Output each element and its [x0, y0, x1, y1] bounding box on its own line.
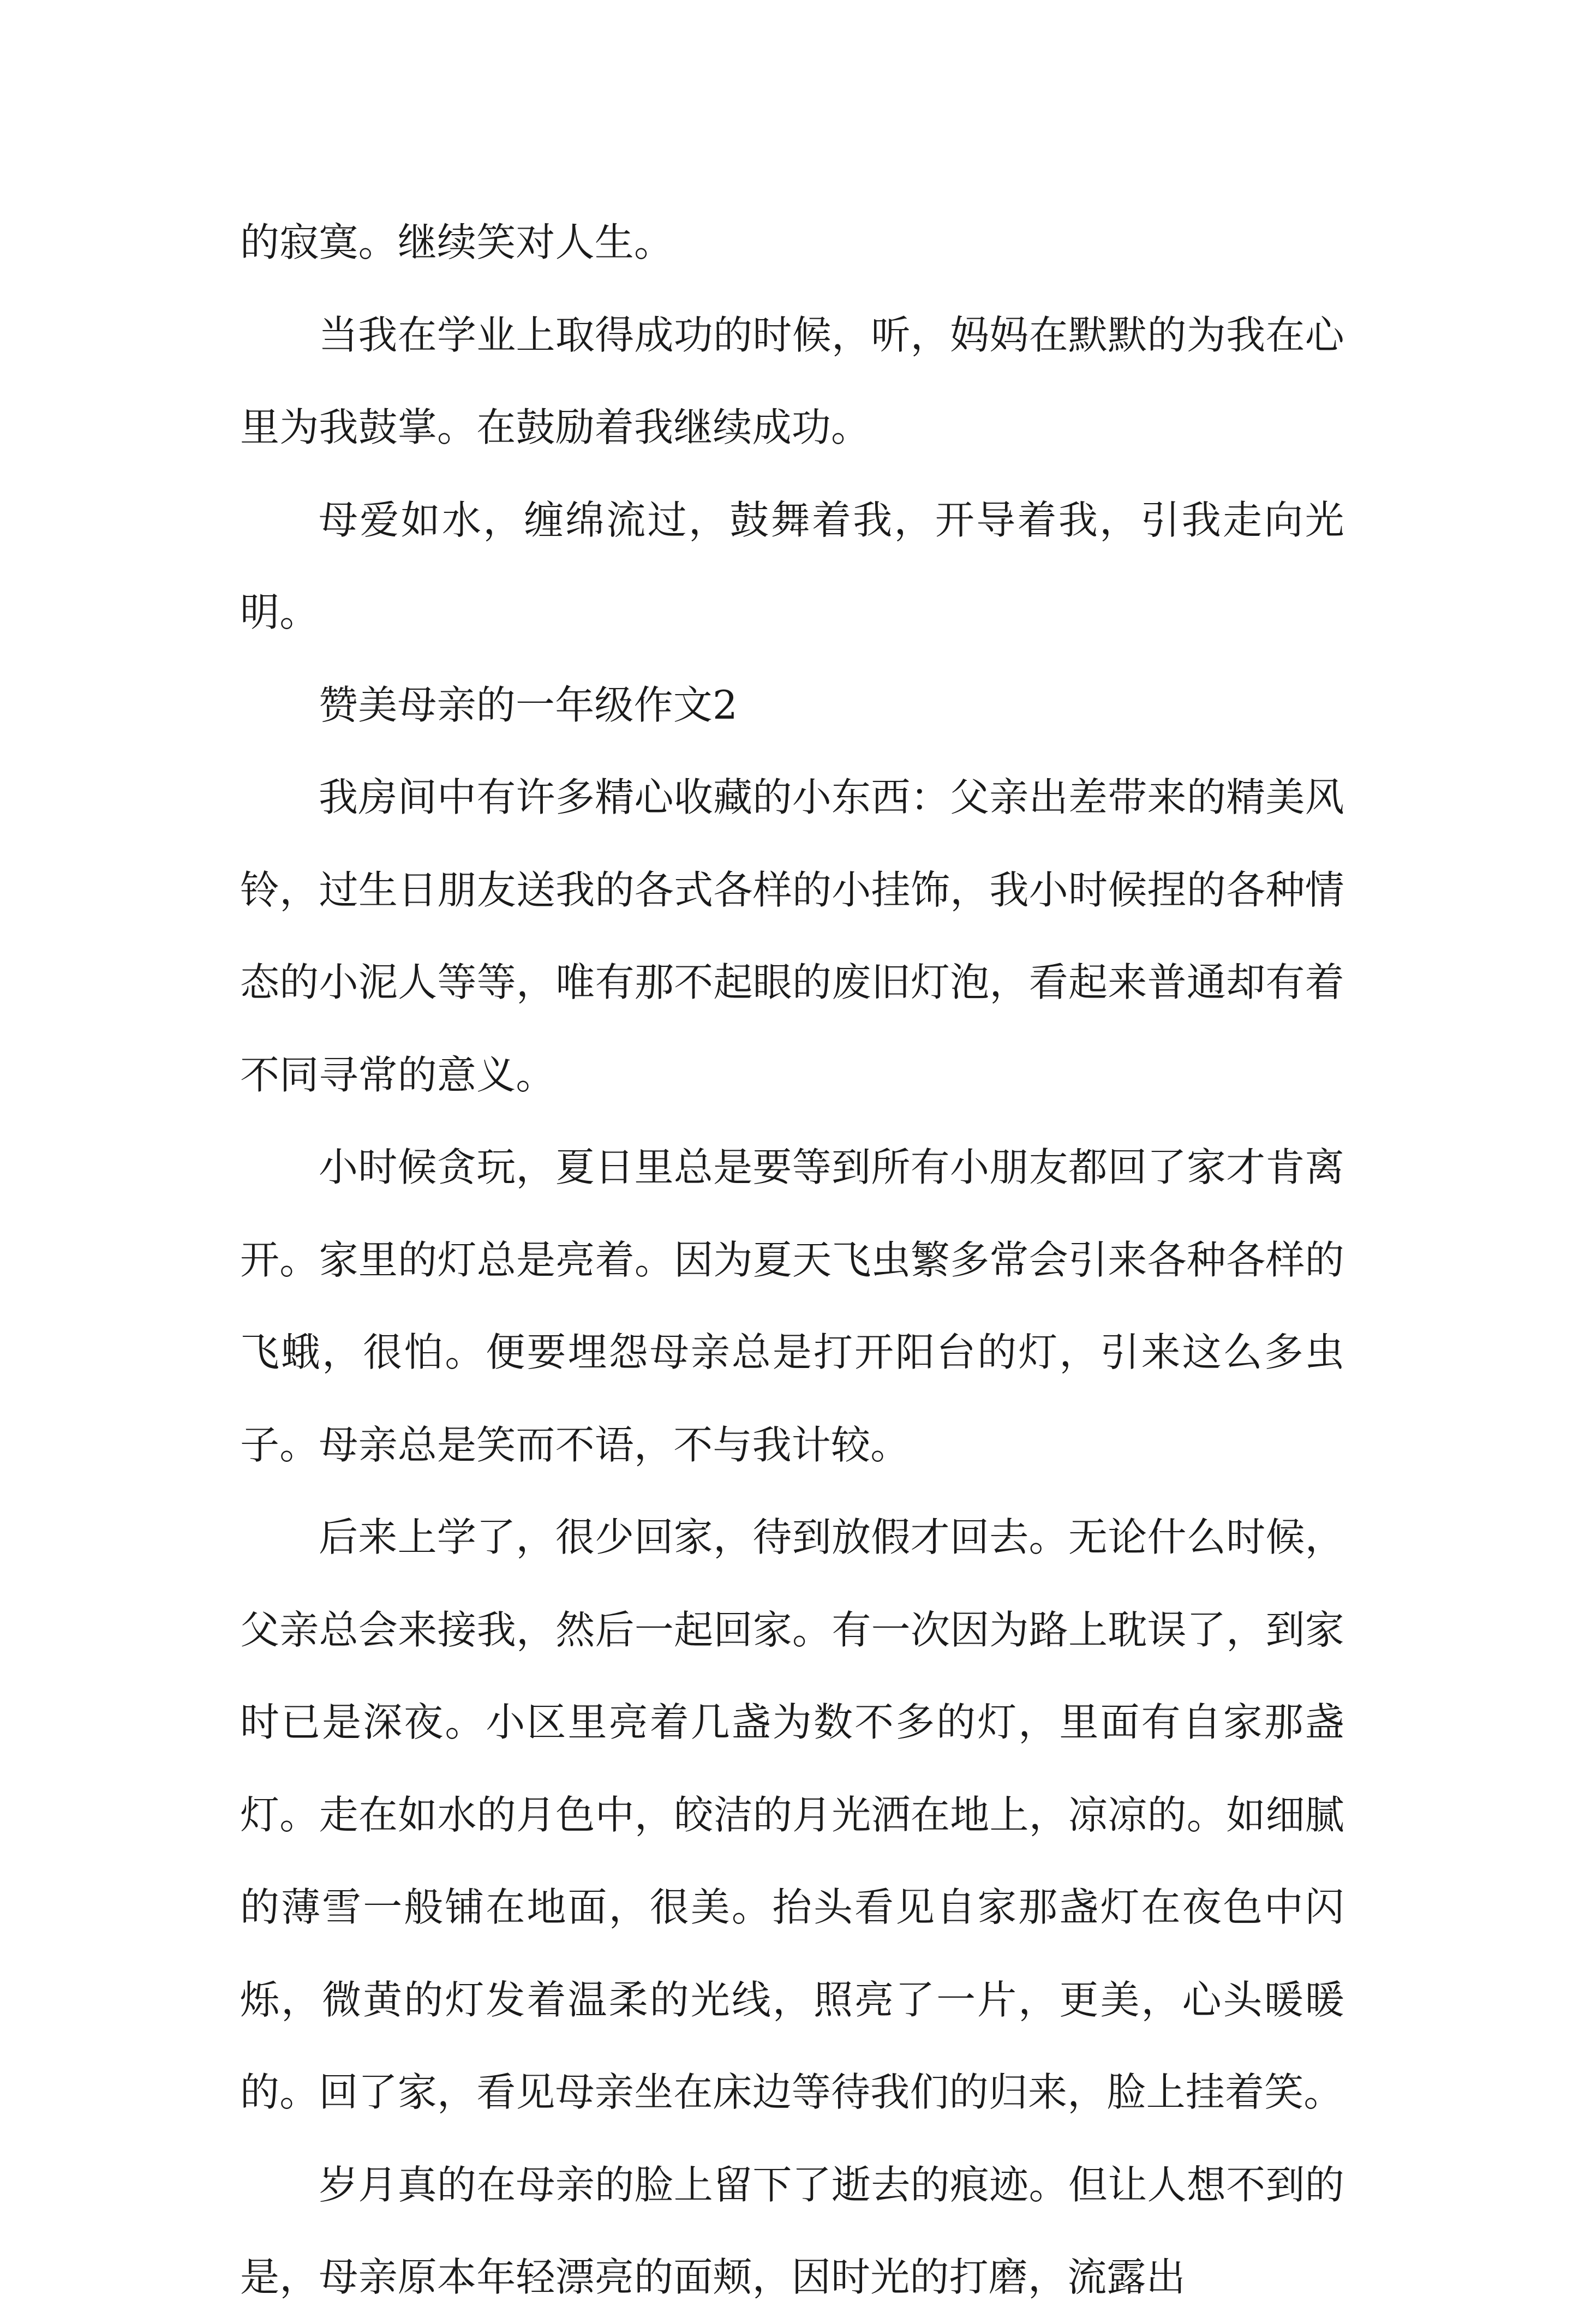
essay-heading: 赞美母亲的一年级作文2 [319, 682, 738, 728]
paragraph: 小时候贪玩，夏日里总是要等到所有小朋友都回了家才肯离开。家里的灯总是亮着。因为夏天飞虫繁多常会引来各种各样的飞蛾，很怕。便要埋怨母亲总是打开阳台的灯，引来这么多虫子。母亲总是笑而不语，不与我计较。 [240, 1144, 1344, 1468]
paragraph: 岁月真的在母亲的脸上留下了逝去的痕迹。但让人想不到的是，母亲原本年轻漂亮的面颊，因时光的打磨，流露出 [240, 2161, 1344, 2300]
paragraph-continuation: 的寂寞。继续笑对人生。 [240, 219, 674, 265]
paragraph: 我房间中有许多精心收藏的小东西：父亲出差带来的精美风铃，过生日朋友送我的各式各样的小挂饰，我小时候捏的各种情态的小泥人等等，唯有那不起眼的废旧灯泡，看起来普通却有着不同寻常的意义。 [240, 774, 1344, 1098]
paragraph: 后来上学了，很少回家，待到放假才回去。无论什么时候，父亲总会来接我，然后一起回家。有一次因为路上耽误了，到家时已是深夜。小区里亮着几盏为数不多的灯，里面有自家那盏灯。走在如水的月色中，皎洁的月光洒在地上，凉凉的。如细腻的薄雪一般铺在地面，很美。抬头看见自家那盏灯在夜色中闪烁，微黄的灯发着温柔的光线，照亮了一片，更美，心头暖暖的。回了家，看见母亲坐在床边等待我们的归来，脸上挂着笑。 [240, 1514, 1344, 2115]
paragraph: 母爱如水，缠绵流过，鼓舞着我，开导着我，引我走向光明。 [240, 497, 1344, 635]
document-body [240, 196, 1344, 2324]
paragraph: 当我在学业上取得成功的时候，听，妈妈在默默的为我在心里为我鼓掌。在鼓励着我继续成功。 [240, 312, 1344, 450]
